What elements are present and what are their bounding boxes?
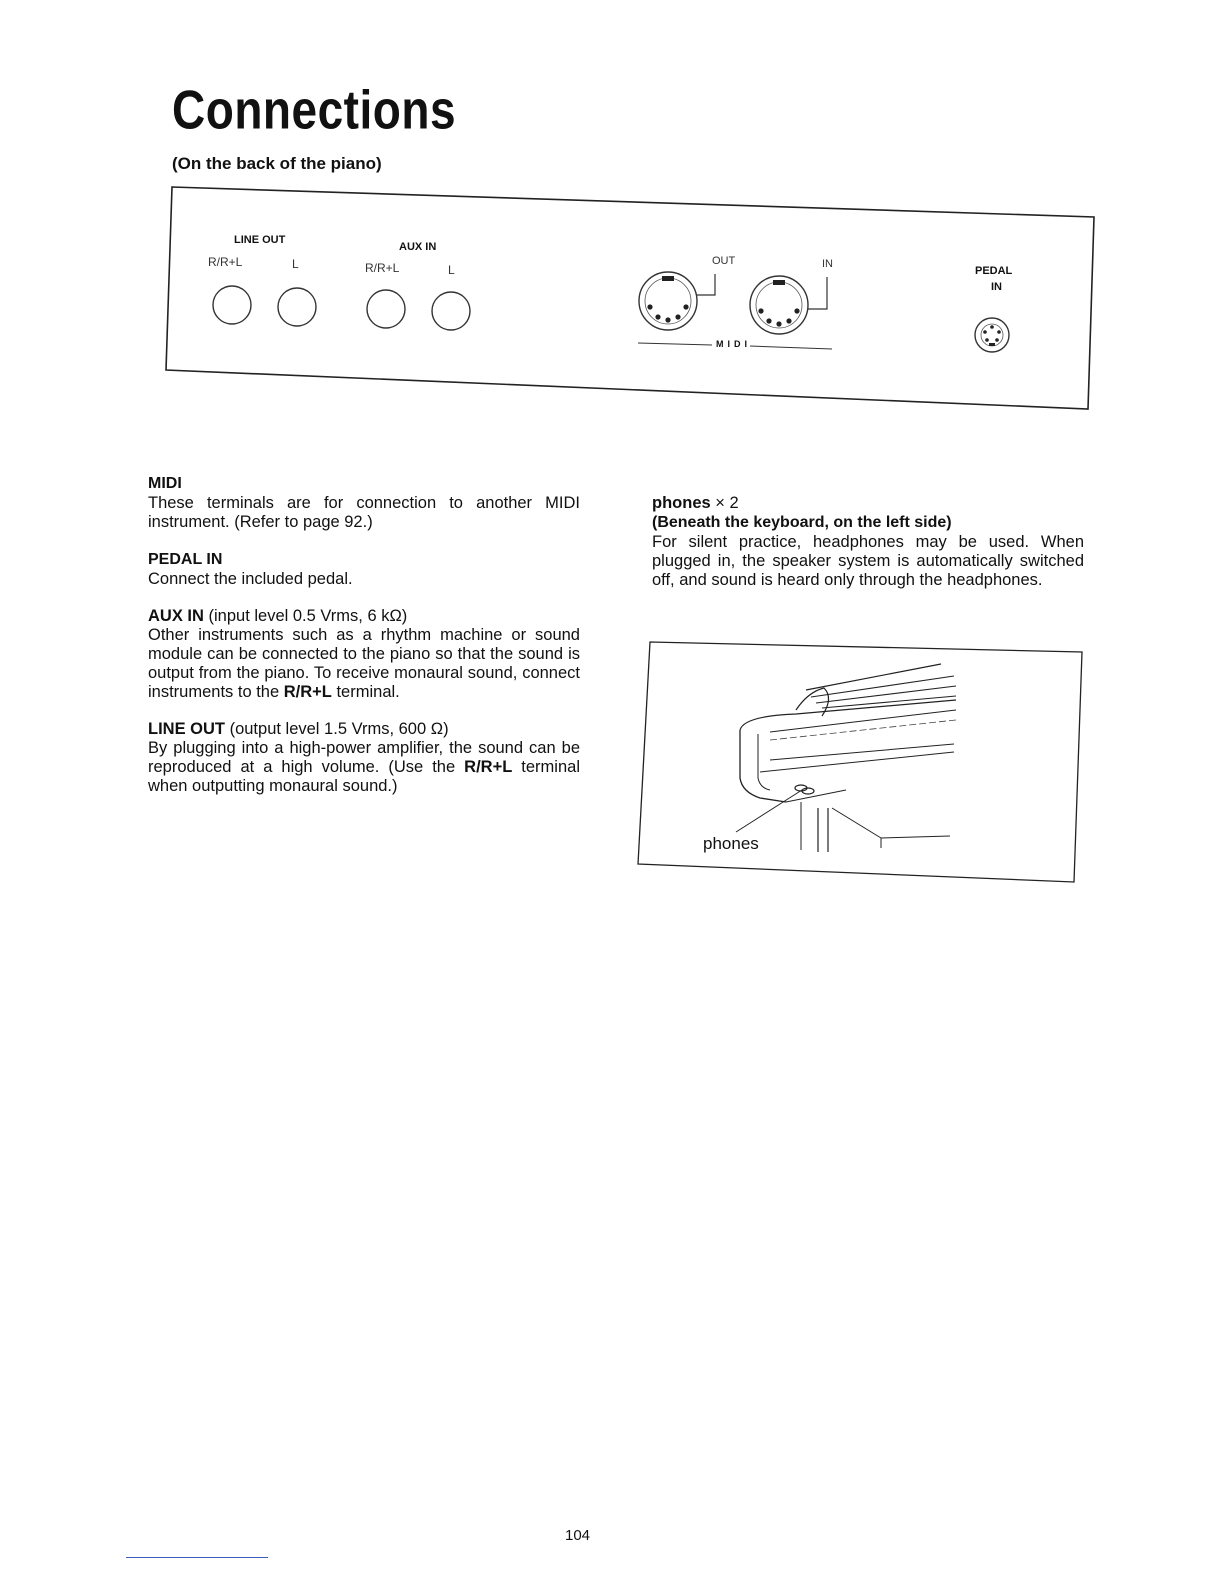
pedal-in-label: IN [991, 281, 1002, 293]
midi-heading: MIDI [148, 475, 182, 492]
midi-text: These terminals are for connection to another MIDI instrument. (Refer to page 92.) [148, 494, 580, 531]
aux-in-l-label: L [448, 263, 455, 277]
aux-in-text [148, 626, 580, 702]
aux-in-heading: AUX IN [148, 607, 204, 625]
line-out-l-jack [278, 288, 316, 326]
midi-out-label: OUT [712, 255, 736, 267]
line-out-section [148, 720, 580, 796]
line-out-terminal: R/R+L [464, 758, 513, 776]
line-out-body-end: terminal when outputting monaural sound.) [148, 758, 580, 795]
midi-in-label: IN [822, 258, 833, 270]
aux-in-spec: (input level 0.5 Vrms, 6 kΩ) [203, 607, 408, 625]
phones-count: × 2 [710, 494, 739, 512]
midi-section [148, 474, 580, 532]
line-out-l-label: L [292, 257, 299, 271]
aux-in-r-label: R/R+L [365, 261, 400, 275]
pedal-label: PEDAL [975, 265, 1013, 277]
page-title: Connections [172, 79, 457, 141]
pedal-in-section [148, 550, 580, 589]
pedal-in-heading: PEDAL IN [148, 551, 223, 568]
pedal-in-text: Connect the included pedal. [148, 570, 353, 588]
aux-in-label: AUX IN [399, 241, 437, 253]
midi-label: MIDI [716, 339, 751, 349]
phones-figure-label: phones [703, 834, 759, 853]
left-column [148, 474, 580, 814]
aux-in-l-jack [432, 292, 470, 330]
midi-in-din-socket [750, 276, 827, 334]
footer-rule [126, 1557, 268, 1558]
line-out-body: By plugging into a high-power amplifier, the sound can be reproduced at a high volume. (Use the [148, 739, 580, 776]
line-out-r-label: R/R+L [208, 255, 243, 269]
rear-panel-outline [164, 177, 1164, 427]
pedal-in-socket [975, 318, 1009, 352]
aux-in-section [148, 607, 580, 702]
panel-caption: (On the back of the piano) [172, 154, 382, 173]
phones-location: (Beneath the keyboard, on the left side) [652, 514, 952, 531]
midi-out-din-socket [639, 272, 715, 330]
rear-panel-diagram [164, 177, 1164, 427]
line-out-r-jack [213, 286, 251, 324]
aux-in-body-end: terminal. [331, 683, 400, 701]
phones-heading: phones [652, 494, 711, 512]
line-out-spec: (output level 1.5 Vrms, 600 Ω) [225, 720, 449, 738]
page-number: 104 [565, 1527, 591, 1544]
line-out-label: LINE OUT [234, 234, 286, 246]
right-column [652, 494, 1084, 590]
aux-in-r-jack [367, 290, 405, 328]
line-out-heading: LINE OUT [148, 720, 225, 738]
line-out-text [148, 739, 580, 796]
phones-text: For silent practice, headphones may be used. When plugged in, the speaker system is automatically switched off, and sound is heard only through the headphones. [652, 533, 1084, 589]
aux-in-body: Other instruments such as a rhythm machine or sound module can be connected to the piano so that the sound is output from the piano. To receive monaural sound, connect instruments to the [148, 626, 580, 701]
aux-in-terminal: R/R+L [283, 683, 332, 701]
